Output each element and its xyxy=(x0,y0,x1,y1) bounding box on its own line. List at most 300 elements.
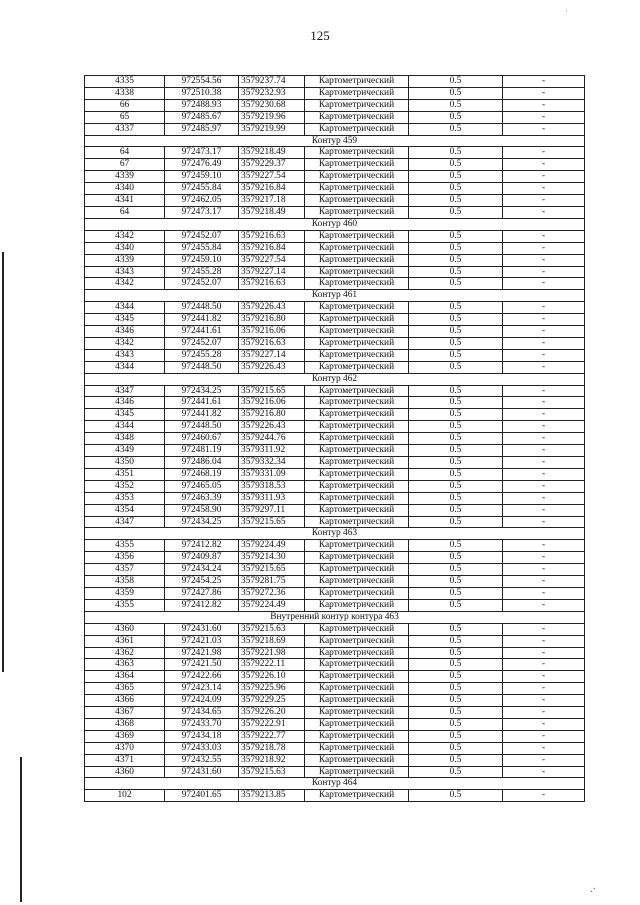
accuracy-cell: 0.5 xyxy=(409,766,503,778)
point-number-cell: 4351 xyxy=(85,468,165,480)
y-coordinate-cell: 3579216.63 xyxy=(239,337,305,349)
contour-title: Контур 464 xyxy=(85,778,585,790)
table-row xyxy=(85,516,585,528)
table-row xyxy=(85,766,585,778)
x-coordinate-cell: 972401.65 xyxy=(165,790,239,802)
method-cell: Картометрический xyxy=(305,540,409,552)
point-number-cell: 4340 xyxy=(85,183,165,195)
note-cell: - xyxy=(503,314,585,326)
point-number-cell: 4344 xyxy=(85,421,165,433)
contour-title: Контур 461 xyxy=(85,290,585,302)
accuracy-cell: 0.5 xyxy=(409,564,503,576)
note-cell: - xyxy=(503,504,585,516)
x-coordinate-cell: 972434.65 xyxy=(165,707,239,719)
method-cell: Картометрический xyxy=(305,99,409,111)
y-coordinate-cell: 3579217.18 xyxy=(239,195,305,207)
accuracy-cell: 0.5 xyxy=(409,397,503,409)
contour-header-row xyxy=(85,528,585,540)
y-coordinate-cell: 3579222.11 xyxy=(239,659,305,671)
y-coordinate-cell: 3579311.93 xyxy=(239,492,305,504)
x-coordinate-cell: 972473.17 xyxy=(165,206,239,218)
note-cell: - xyxy=(503,445,585,457)
point-number-cell: 4343 xyxy=(85,349,165,361)
y-coordinate-cell: 3579218.49 xyxy=(239,147,305,159)
contour-header-row xyxy=(85,778,585,790)
accuracy-cell: 0.5 xyxy=(409,599,503,611)
x-coordinate-cell: 972458.90 xyxy=(165,504,239,516)
method-cell: Картометрический xyxy=(305,230,409,242)
table-row xyxy=(85,76,585,88)
method-cell: Картометрический xyxy=(305,457,409,469)
table-row xyxy=(85,242,585,254)
note-cell: - xyxy=(503,242,585,254)
y-coordinate-cell: 3579244.76 xyxy=(239,433,305,445)
note-cell: - xyxy=(503,397,585,409)
method-cell: Картометрический xyxy=(305,302,409,314)
method-cell: Картометрический xyxy=(305,159,409,171)
y-coordinate-cell: 3579272.36 xyxy=(239,587,305,599)
accuracy-cell: 0.5 xyxy=(409,742,503,754)
x-coordinate-cell: 972455.28 xyxy=(165,266,239,278)
point-number-cell: 4344 xyxy=(85,302,165,314)
method-cell: Картометрический xyxy=(305,671,409,683)
y-coordinate-cell: 3579216.80 xyxy=(239,314,305,326)
method-cell: Картометрический xyxy=(305,623,409,635)
method-cell: Картометрический xyxy=(305,111,409,123)
y-coordinate-cell: 3579229.37 xyxy=(239,159,305,171)
point-number-cell: 4360 xyxy=(85,623,165,635)
accuracy-cell: 0.5 xyxy=(409,480,503,492)
y-coordinate-cell: 3579237.74 xyxy=(239,76,305,88)
method-cell: Картометрический xyxy=(305,254,409,266)
table-row xyxy=(85,707,585,719)
y-coordinate-cell: 3579215.65 xyxy=(239,516,305,528)
y-coordinate-cell: 3579222.91 xyxy=(239,718,305,730)
x-coordinate-cell: 972463.39 xyxy=(165,492,239,504)
y-coordinate-cell: 3579216.06 xyxy=(239,397,305,409)
x-coordinate-cell: 972448.50 xyxy=(165,421,239,433)
method-cell: Картометрический xyxy=(305,599,409,611)
note-cell: - xyxy=(503,385,585,397)
point-number-cell: 4358 xyxy=(85,576,165,588)
table-row xyxy=(85,647,585,659)
note-cell: - xyxy=(503,695,585,707)
x-coordinate-cell: 972421.03 xyxy=(165,635,239,647)
accuracy-cell: 0.5 xyxy=(409,349,503,361)
x-coordinate-cell: 972473.17 xyxy=(165,147,239,159)
x-coordinate-cell: 972460.67 xyxy=(165,433,239,445)
table-row xyxy=(85,278,585,290)
contour-header-row xyxy=(85,218,585,230)
accuracy-cell: 0.5 xyxy=(409,635,503,647)
point-number-cell: 4335 xyxy=(85,76,165,88)
accuracy-cell: 0.5 xyxy=(409,302,503,314)
table-row xyxy=(85,635,585,647)
table-row xyxy=(85,266,585,278)
x-coordinate-cell: 972554.56 xyxy=(165,76,239,88)
x-coordinate-cell: 972452.07 xyxy=(165,278,239,290)
accuracy-cell: 0.5 xyxy=(409,433,503,445)
accuracy-cell: 0.5 xyxy=(409,314,503,326)
x-coordinate-cell: 972441.82 xyxy=(165,409,239,421)
point-number-cell: 4355 xyxy=(85,540,165,552)
accuracy-cell: 0.5 xyxy=(409,445,503,457)
y-coordinate-cell: 3579229.25 xyxy=(239,695,305,707)
accuracy-cell: 0.5 xyxy=(409,183,503,195)
table-row xyxy=(85,480,585,492)
table-row xyxy=(85,695,585,707)
note-cell: - xyxy=(503,302,585,314)
method-cell: Картометрический xyxy=(305,576,409,588)
note-cell: - xyxy=(503,266,585,278)
accuracy-cell: 0.5 xyxy=(409,659,503,671)
point-number-cell: 4342 xyxy=(85,278,165,290)
table-row xyxy=(85,468,585,480)
point-number-cell: 4367 xyxy=(85,707,165,719)
accuracy-cell: 0.5 xyxy=(409,326,503,338)
coordinates-table xyxy=(84,75,585,802)
accuracy-cell: 0.5 xyxy=(409,468,503,480)
method-cell: Картометрический xyxy=(305,766,409,778)
method-cell: Картометрический xyxy=(305,409,409,421)
table-row xyxy=(85,183,585,195)
accuracy-cell: 0.5 xyxy=(409,576,503,588)
point-number-cell: 4339 xyxy=(85,254,165,266)
x-coordinate-cell: 972421.98 xyxy=(165,647,239,659)
y-coordinate-cell: 3579219.96 xyxy=(239,111,305,123)
x-coordinate-cell: 972462.05 xyxy=(165,195,239,207)
accuracy-cell: 0.5 xyxy=(409,540,503,552)
y-coordinate-cell: 3579227.54 xyxy=(239,171,305,183)
table-row xyxy=(85,87,585,99)
accuracy-cell: 0.5 xyxy=(409,683,503,695)
table-row xyxy=(85,790,585,802)
y-coordinate-cell: 3579221.98 xyxy=(239,647,305,659)
x-coordinate-cell: 972455.84 xyxy=(165,242,239,254)
x-coordinate-cell: 972452.07 xyxy=(165,337,239,349)
table-row xyxy=(85,254,585,266)
y-coordinate-cell: 3579215.65 xyxy=(239,385,305,397)
accuracy-cell: 0.5 xyxy=(409,647,503,659)
note-cell: - xyxy=(503,111,585,123)
table-row xyxy=(85,397,585,409)
table-row xyxy=(85,683,585,695)
x-coordinate-cell: 972488.93 xyxy=(165,99,239,111)
point-number-cell: 4339 xyxy=(85,171,165,183)
method-cell: Картометрический xyxy=(305,552,409,564)
x-coordinate-cell: 972431.60 xyxy=(165,623,239,635)
point-number-cell: 4360 xyxy=(85,766,165,778)
method-cell: Картометрический xyxy=(305,742,409,754)
method-cell: Картометрический xyxy=(305,76,409,88)
point-number-cell: 64 xyxy=(85,147,165,159)
y-coordinate-cell: 3579226.43 xyxy=(239,302,305,314)
accuracy-cell: 0.5 xyxy=(409,457,503,469)
x-coordinate-cell: 972459.10 xyxy=(165,254,239,266)
table-row xyxy=(85,552,585,564)
x-coordinate-cell: 972485.97 xyxy=(165,123,239,135)
table-row xyxy=(85,99,585,111)
table-row xyxy=(85,718,585,730)
y-coordinate-cell: 3579226.20 xyxy=(239,707,305,719)
y-coordinate-cell: 3579224.49 xyxy=(239,599,305,611)
note-cell: - xyxy=(503,195,585,207)
note-cell: - xyxy=(503,754,585,766)
y-coordinate-cell: 3579218.49 xyxy=(239,206,305,218)
method-cell: Картометрический xyxy=(305,266,409,278)
table-row xyxy=(85,730,585,742)
y-coordinate-cell: 3579224.49 xyxy=(239,540,305,552)
table-row xyxy=(85,206,585,218)
y-coordinate-cell: 3579227.14 xyxy=(239,266,305,278)
x-coordinate-cell: 972434.25 xyxy=(165,516,239,528)
method-cell: Картометрический xyxy=(305,349,409,361)
accuracy-cell: 0.5 xyxy=(409,754,503,766)
note-cell: - xyxy=(503,349,585,361)
note-cell: - xyxy=(503,87,585,99)
contour-header-row xyxy=(85,373,585,385)
accuracy-cell: 0.5 xyxy=(409,337,503,349)
method-cell: Картометрический xyxy=(305,647,409,659)
method-cell: Картометрический xyxy=(305,147,409,159)
note-cell: - xyxy=(503,635,585,647)
point-number-cell: 4355 xyxy=(85,599,165,611)
note-cell: - xyxy=(503,647,585,659)
method-cell: Картометрический xyxy=(305,314,409,326)
table-row xyxy=(85,599,585,611)
table-row xyxy=(85,564,585,576)
x-coordinate-cell: 972424.09 xyxy=(165,695,239,707)
point-number-cell: 4356 xyxy=(85,552,165,564)
note-cell: - xyxy=(503,671,585,683)
y-coordinate-cell: 3579227.54 xyxy=(239,254,305,266)
method-cell: Картометрический xyxy=(305,326,409,338)
point-number-cell: 4352 xyxy=(85,480,165,492)
y-coordinate-cell: 3579216.06 xyxy=(239,326,305,338)
method-cell: Картометрический xyxy=(305,242,409,254)
contour-title: Контур 459 xyxy=(85,135,585,147)
note-cell: - xyxy=(503,587,585,599)
accuracy-cell: 0.5 xyxy=(409,242,503,254)
note-cell: - xyxy=(503,183,585,195)
accuracy-cell: 0.5 xyxy=(409,254,503,266)
point-number-cell: 4365 xyxy=(85,683,165,695)
point-number-cell: 4366 xyxy=(85,695,165,707)
point-number-cell: 64 xyxy=(85,206,165,218)
method-cell: Картометрический xyxy=(305,433,409,445)
x-coordinate-cell: 972455.84 xyxy=(165,183,239,195)
x-coordinate-cell: 972434.25 xyxy=(165,385,239,397)
method-cell: Картометрический xyxy=(305,397,409,409)
point-number-cell: 4364 xyxy=(85,671,165,683)
accuracy-cell: 0.5 xyxy=(409,206,503,218)
table-row xyxy=(85,159,585,171)
x-coordinate-cell: 972434.24 xyxy=(165,564,239,576)
accuracy-cell: 0.5 xyxy=(409,171,503,183)
note-cell: - xyxy=(503,278,585,290)
note-cell: - xyxy=(503,492,585,504)
accuracy-cell: 0.5 xyxy=(409,195,503,207)
contour-title: Контур 463 xyxy=(85,528,585,540)
table-row xyxy=(85,195,585,207)
y-coordinate-cell: 3579213.85 xyxy=(239,790,305,802)
note-cell: - xyxy=(503,254,585,266)
x-coordinate-cell: 972433.03 xyxy=(165,742,239,754)
note-cell: - xyxy=(503,230,585,242)
method-cell: Картометрический xyxy=(305,659,409,671)
contour-header-row xyxy=(85,135,585,147)
accuracy-cell: 0.5 xyxy=(409,230,503,242)
y-coordinate-cell: 3579218.92 xyxy=(239,754,305,766)
y-coordinate-cell: 3579216.84 xyxy=(239,183,305,195)
accuracy-cell: 0.5 xyxy=(409,266,503,278)
method-cell: Картометрический xyxy=(305,707,409,719)
y-coordinate-cell: 3579216.84 xyxy=(239,242,305,254)
x-coordinate-cell: 972427.86 xyxy=(165,587,239,599)
table-row xyxy=(85,659,585,671)
accuracy-cell: 0.5 xyxy=(409,707,503,719)
note-cell: - xyxy=(503,337,585,349)
accuracy-cell: 0.5 xyxy=(409,111,503,123)
point-number-cell: 4354 xyxy=(85,504,165,516)
point-number-cell: 65 xyxy=(85,111,165,123)
table-row xyxy=(85,230,585,242)
point-number-cell: 66 xyxy=(85,99,165,111)
note-cell: - xyxy=(503,623,585,635)
accuracy-cell: 0.5 xyxy=(409,76,503,88)
y-coordinate-cell: 3579215.65 xyxy=(239,564,305,576)
table-row xyxy=(85,421,585,433)
point-number-cell: 4361 xyxy=(85,635,165,647)
note-cell: - xyxy=(503,766,585,778)
point-number-cell: 4348 xyxy=(85,433,165,445)
x-coordinate-cell: 972409.87 xyxy=(165,552,239,564)
table-row xyxy=(85,111,585,123)
note-cell: - xyxy=(503,409,585,421)
method-cell: Картометрический xyxy=(305,492,409,504)
accuracy-cell: 0.5 xyxy=(409,278,503,290)
point-number-cell: 4357 xyxy=(85,564,165,576)
table-row xyxy=(85,754,585,766)
note-cell: - xyxy=(503,206,585,218)
point-number-cell: 4342 xyxy=(85,230,165,242)
table-row xyxy=(85,171,585,183)
x-coordinate-cell: 972510.38 xyxy=(165,87,239,99)
method-cell: Картометрический xyxy=(305,516,409,528)
x-coordinate-cell: 972412.82 xyxy=(165,540,239,552)
note-cell: - xyxy=(503,421,585,433)
y-coordinate-cell: 3579230.68 xyxy=(239,99,305,111)
table-row xyxy=(85,587,585,599)
x-coordinate-cell: 972441.61 xyxy=(165,326,239,338)
method-cell: Картометрический xyxy=(305,385,409,397)
scan-edge-mark xyxy=(2,252,4,672)
method-cell: Картометрический xyxy=(305,790,409,802)
note-cell: - xyxy=(503,730,585,742)
accuracy-cell: 0.5 xyxy=(409,587,503,599)
x-coordinate-cell: 972465.05 xyxy=(165,480,239,492)
method-cell: Картометрический xyxy=(305,587,409,599)
point-number-cell: 4345 xyxy=(85,409,165,421)
method-cell: Картометрический xyxy=(305,171,409,183)
y-coordinate-cell: 3579297.11 xyxy=(239,504,305,516)
note-cell: - xyxy=(503,480,585,492)
point-number-cell: 4345 xyxy=(85,314,165,326)
y-coordinate-cell: 3579219.99 xyxy=(239,123,305,135)
table-row xyxy=(85,445,585,457)
note-cell: - xyxy=(503,790,585,802)
point-number-cell: 4343 xyxy=(85,266,165,278)
accuracy-cell: 0.5 xyxy=(409,409,503,421)
note-cell: - xyxy=(503,718,585,730)
method-cell: Картометрический xyxy=(305,504,409,516)
table-row xyxy=(85,314,585,326)
x-coordinate-cell: 972422.66 xyxy=(165,671,239,683)
x-coordinate-cell: 972434.18 xyxy=(165,730,239,742)
x-coordinate-cell: 972485.67 xyxy=(165,111,239,123)
point-number-cell: 4349 xyxy=(85,445,165,457)
note-cell: - xyxy=(503,564,585,576)
contour-title: Контур 460 xyxy=(85,218,585,230)
accuracy-cell: 0.5 xyxy=(409,718,503,730)
method-cell: Картометрический xyxy=(305,278,409,290)
method-cell: Картометрический xyxy=(305,195,409,207)
point-number-cell: 4344 xyxy=(85,361,165,373)
method-cell: Картометрический xyxy=(305,87,409,99)
note-cell: - xyxy=(503,99,585,111)
x-coordinate-cell: 972454.25 xyxy=(165,576,239,588)
table-row xyxy=(85,433,585,445)
contour-header-row xyxy=(85,611,585,623)
note-cell: - xyxy=(503,171,585,183)
point-number-cell: 4342 xyxy=(85,337,165,349)
note-cell: - xyxy=(503,326,585,338)
method-cell: Картометрический xyxy=(305,361,409,373)
point-number-cell: 67 xyxy=(85,159,165,171)
x-coordinate-cell: 972432.55 xyxy=(165,754,239,766)
table-row xyxy=(85,540,585,552)
method-cell: Картометрический xyxy=(305,730,409,742)
x-coordinate-cell: 972459.10 xyxy=(165,171,239,183)
scan-mark: .· xyxy=(590,884,596,895)
method-cell: Картометрический xyxy=(305,718,409,730)
point-number-cell: 4347 xyxy=(85,516,165,528)
note-cell: - xyxy=(503,540,585,552)
y-coordinate-cell: 3579227.14 xyxy=(239,349,305,361)
y-coordinate-cell: 3579281.75 xyxy=(239,576,305,588)
table-row xyxy=(85,302,585,314)
y-coordinate-cell: 3579331.09 xyxy=(239,468,305,480)
table-row xyxy=(85,492,585,504)
scan-speck: · xyxy=(565,6,568,16)
contour-title: Контур 462 xyxy=(85,373,585,385)
note-cell: - xyxy=(503,552,585,564)
x-coordinate-cell: 972433.70 xyxy=(165,718,239,730)
method-cell: Картометрический xyxy=(305,468,409,480)
method-cell: Картометрический xyxy=(305,635,409,647)
y-coordinate-cell: 3579232.93 xyxy=(239,87,305,99)
note-cell: - xyxy=(503,742,585,754)
point-number-cell: 4369 xyxy=(85,730,165,742)
method-cell: Картометрический xyxy=(305,754,409,766)
note-cell: - xyxy=(503,599,585,611)
table-row xyxy=(85,742,585,754)
table-row xyxy=(85,504,585,516)
accuracy-cell: 0.5 xyxy=(409,504,503,516)
point-number-cell: 4337 xyxy=(85,123,165,135)
x-coordinate-cell: 972441.61 xyxy=(165,397,239,409)
note-cell: - xyxy=(503,659,585,671)
